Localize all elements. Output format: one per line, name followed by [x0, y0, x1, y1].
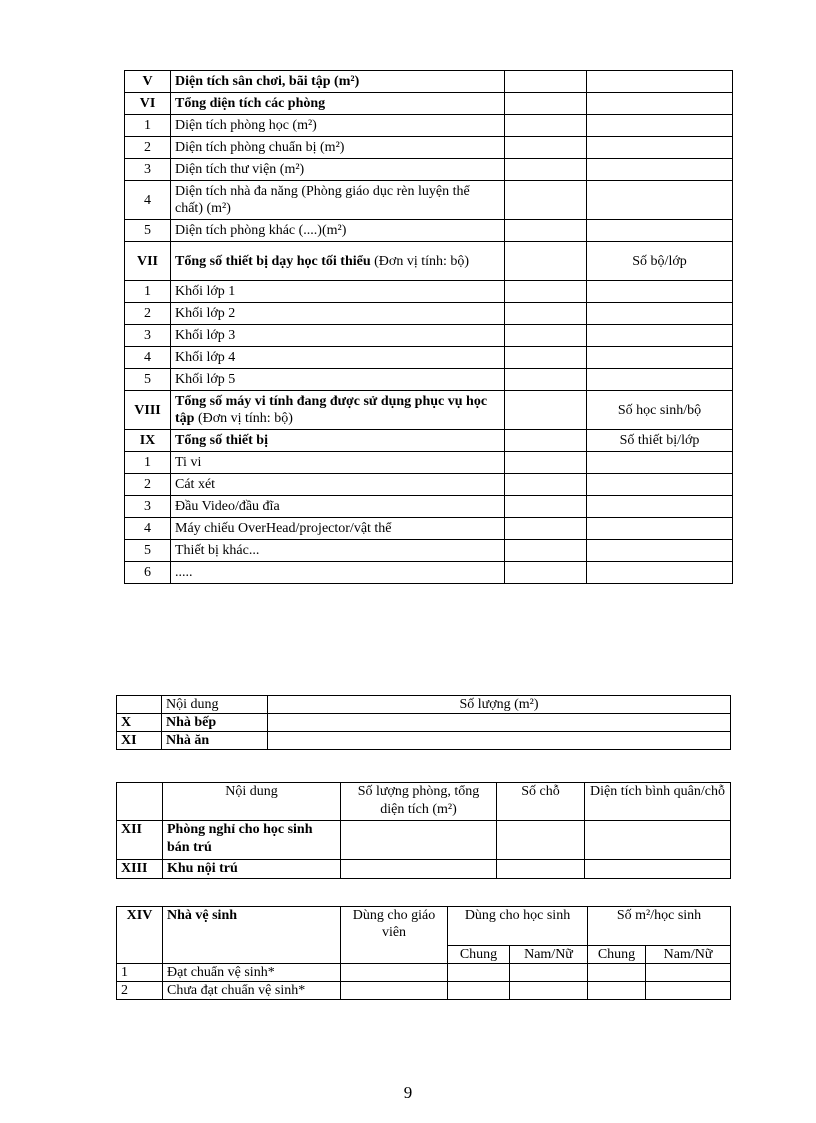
teacher-header-cell: Dùng cho giáo viên [341, 907, 448, 964]
row-content [171, 452, 505, 474]
row-content [171, 181, 505, 220]
value-cell [497, 860, 585, 879]
table-row [125, 281, 733, 303]
row-content: Nhà bếp [162, 714, 268, 732]
row-content [171, 391, 505, 430]
unit-cell [587, 452, 733, 474]
row-content-text: Ti vi [175, 455, 202, 470]
row-content [171, 242, 505, 281]
row-content-text: Tổng số thiết bị dạy học tối thiểu [175, 253, 371, 269]
row-content: Nhà ăn [162, 732, 268, 750]
row-number: V [125, 71, 171, 93]
shared-header-cell: Chung [448, 945, 510, 963]
value-cell [341, 821, 497, 860]
unit-cell [587, 281, 733, 303]
table-row [117, 714, 731, 732]
table-row [125, 452, 733, 474]
value-cell [505, 562, 587, 584]
unit-cell [587, 562, 733, 584]
table-row [125, 518, 733, 540]
value-cell [510, 964, 588, 982]
row-content [171, 159, 505, 181]
row-number: 5 [125, 220, 171, 242]
value-cell [505, 303, 587, 325]
row-content: Đạt chuẩn vệ sinh* [163, 964, 341, 982]
row-content-text: Khối lớp 4 [175, 350, 236, 365]
table-row [117, 964, 731, 982]
row-content-text: Máy chiếu OverHead/projector/vật thể [175, 521, 392, 536]
row-number: XI [117, 732, 162, 750]
value-cell [588, 982, 646, 1000]
value-cell [505, 347, 587, 369]
content-header-cell: Nội dung [163, 783, 341, 821]
unit-cell [587, 347, 733, 369]
value-cell [448, 982, 510, 1000]
kitchen-dining-table [116, 695, 731, 750]
value-cell [268, 732, 731, 750]
row-content: Phòng nghỉ cho học sinh bán trú [163, 821, 341, 860]
quantity-header-cell: Số lượng (m²) [268, 696, 731, 714]
row-number: XIII [117, 860, 163, 879]
unit-cell [587, 220, 733, 242]
value-cell [505, 159, 587, 181]
value-cell [505, 430, 587, 452]
row-content [171, 137, 505, 159]
row-content-text: Diện tích thư viện (m²) [175, 162, 305, 177]
row-content-text: Khối lớp 3 [175, 328, 236, 343]
row-content [171, 281, 505, 303]
unit-note: (Đơn vị tính: bộ) [197, 411, 293, 426]
value-cell [448, 964, 510, 982]
table-row [125, 540, 733, 562]
boarding-rooms-table [116, 782, 731, 879]
unit-cell [587, 369, 733, 391]
unit-cell: Số học sinh/bộ [587, 391, 733, 430]
row-number: X [117, 714, 162, 732]
row-content [171, 325, 505, 347]
table-row [125, 430, 733, 452]
row-content-text: ..... [175, 565, 193, 580]
table-row [125, 159, 733, 181]
unit-cell: Số thiết bị/lớp [587, 430, 733, 452]
unit-cell [587, 496, 733, 518]
value-cell [510, 982, 588, 1000]
row-content [171, 430, 505, 452]
row-content-text: Khối lớp 5 [175, 372, 236, 387]
row-content-text: Đầu Video/đầu đĩa [175, 499, 280, 514]
row-content [171, 71, 505, 93]
row-content-text: Cát xét [175, 477, 216, 492]
row-number: 2 [125, 303, 171, 325]
row-content [171, 496, 505, 518]
value-cell [588, 964, 646, 982]
row-number: XIV [117, 907, 163, 964]
table-row [125, 303, 733, 325]
value-cell [505, 115, 587, 137]
table-row [125, 137, 733, 159]
row-content-text: Thiết bị khác... [175, 543, 260, 558]
unit-cell [587, 93, 733, 115]
table-row [125, 242, 733, 281]
value-cell [341, 982, 448, 1000]
page-number: 9 [403, 1083, 413, 1102]
value-cell [505, 369, 587, 391]
value-cell [505, 518, 587, 540]
row-content [171, 220, 505, 242]
table-row [125, 71, 733, 93]
row-content-text: Diện tích phòng học (m²) [175, 118, 317, 133]
table-row [125, 369, 733, 391]
row-content-text: Diện tích nhà đa năng (Phòng giáo dục rèn luyện thể chất) (m²) [175, 184, 470, 216]
seats-header-cell: Số chỗ [497, 783, 585, 821]
toilets-title: Nhà vệ sinh [163, 907, 341, 964]
value-cell [505, 452, 587, 474]
row-content [171, 474, 505, 496]
value-cell [341, 860, 497, 879]
table-row [117, 732, 731, 750]
value-cell [505, 181, 587, 220]
per-student-header-cell: Số m²/học sinh [588, 907, 731, 946]
table-row [125, 181, 733, 220]
table-row [117, 821, 731, 860]
row-number: IX [125, 430, 171, 452]
row-content-text: Diện tích phòng khác (....)(m²) [175, 223, 347, 238]
gender-header-cell: Nam/Nữ [646, 945, 731, 963]
table-header-row [117, 783, 731, 821]
table-row [125, 93, 733, 115]
value-cell [505, 391, 587, 430]
row-content-text: Khối lớp 1 [175, 284, 236, 299]
row-content [171, 369, 505, 391]
value-cell [505, 474, 587, 496]
gender-header-cell: Nam/Nữ [510, 945, 588, 963]
row-content-text: Diện tích sân chơi, bãi tập (m²) [175, 74, 360, 89]
table-row [125, 325, 733, 347]
table-row [125, 562, 733, 584]
facilities-table [124, 70, 733, 584]
row-content-text: Tổng diện tích các phòng [175, 96, 326, 111]
row-number: VI [125, 93, 171, 115]
row-content: Khu nội trú [163, 860, 341, 879]
row-number: VIII [125, 391, 171, 430]
row-number: VII [125, 242, 171, 281]
value-cell [585, 821, 731, 860]
row-content-text: Khối lớp 2 [175, 306, 236, 321]
value-cell [341, 964, 448, 982]
row-content [171, 518, 505, 540]
value-cell [497, 821, 585, 860]
row-number: 5 [125, 540, 171, 562]
value-cell [646, 964, 731, 982]
row-content: Chưa đạt chuẩn vệ sinh* [163, 982, 341, 1000]
shared-header-cell: Chung [588, 945, 646, 963]
table-row [117, 860, 731, 879]
table-row [117, 982, 731, 1000]
unit-cell [587, 137, 733, 159]
unit-cell [587, 71, 733, 93]
value-cell [505, 220, 587, 242]
row-content [171, 115, 505, 137]
value-cell [505, 325, 587, 347]
students-header-cell: Dùng cho học sinh [448, 907, 588, 946]
value-cell [505, 242, 587, 281]
row-content [171, 93, 505, 115]
row-content-text: Diện tích phòng chuẩn bị (m²) [175, 140, 345, 155]
no-header-cell [117, 783, 163, 821]
value-cell [268, 714, 731, 732]
value-cell [505, 137, 587, 159]
value-cell [646, 982, 731, 1000]
row-number: 4 [125, 518, 171, 540]
value-cell [505, 93, 587, 115]
table-header-row [117, 907, 731, 946]
row-number: 1 [125, 452, 171, 474]
row-content-text: Tổng số thiết bị [175, 433, 268, 448]
row-number: 2 [125, 137, 171, 159]
row-number: 2 [117, 982, 163, 1000]
row-number: 3 [125, 159, 171, 181]
row-content [171, 540, 505, 562]
table-row [125, 220, 733, 242]
value-cell [505, 540, 587, 562]
row-number: 1 [125, 281, 171, 303]
unit-cell [587, 181, 733, 220]
content-header-cell: Nội dung [162, 696, 268, 714]
value-cell [505, 71, 587, 93]
row-content [171, 562, 505, 584]
unit-cell: Số bộ/lớp [587, 242, 733, 281]
table-header-row [117, 696, 731, 714]
row-number: 6 [125, 562, 171, 584]
value-cell [505, 496, 587, 518]
table-row [125, 474, 733, 496]
row-number: 1 [125, 115, 171, 137]
row-number: 2 [125, 474, 171, 496]
unit-cell [587, 518, 733, 540]
area-header-cell: Diện tích bình quân/chỗ [585, 783, 731, 821]
value-cell [585, 860, 731, 879]
unit-cell [587, 303, 733, 325]
row-number: 3 [125, 496, 171, 518]
no-header-cell [117, 696, 162, 714]
table-row [125, 496, 733, 518]
row-number: XII [117, 821, 163, 860]
unit-note: (Đơn vị tính: bộ) [374, 253, 470, 269]
row-number: 3 [125, 325, 171, 347]
table-row [125, 347, 733, 369]
value-cell [505, 281, 587, 303]
unit-cell [587, 474, 733, 496]
row-number: 5 [125, 369, 171, 391]
unit-cell [587, 115, 733, 137]
table-row [125, 115, 733, 137]
toilets-table [116, 906, 731, 1000]
row-content-text: Tổng số máy vi tính đang được sử dụng phục vụ học tập [175, 394, 488, 426]
unit-cell [587, 540, 733, 562]
row-content [171, 347, 505, 369]
row-number: 1 [117, 964, 163, 982]
row-number: 4 [125, 347, 171, 369]
row-content [171, 303, 505, 325]
unit-cell [587, 159, 733, 181]
rooms-header-cell: Số lượng phòng, tổng diện tích (m²) [341, 783, 497, 821]
unit-cell [587, 325, 733, 347]
row-number: 4 [125, 181, 171, 220]
table-row [125, 391, 733, 430]
